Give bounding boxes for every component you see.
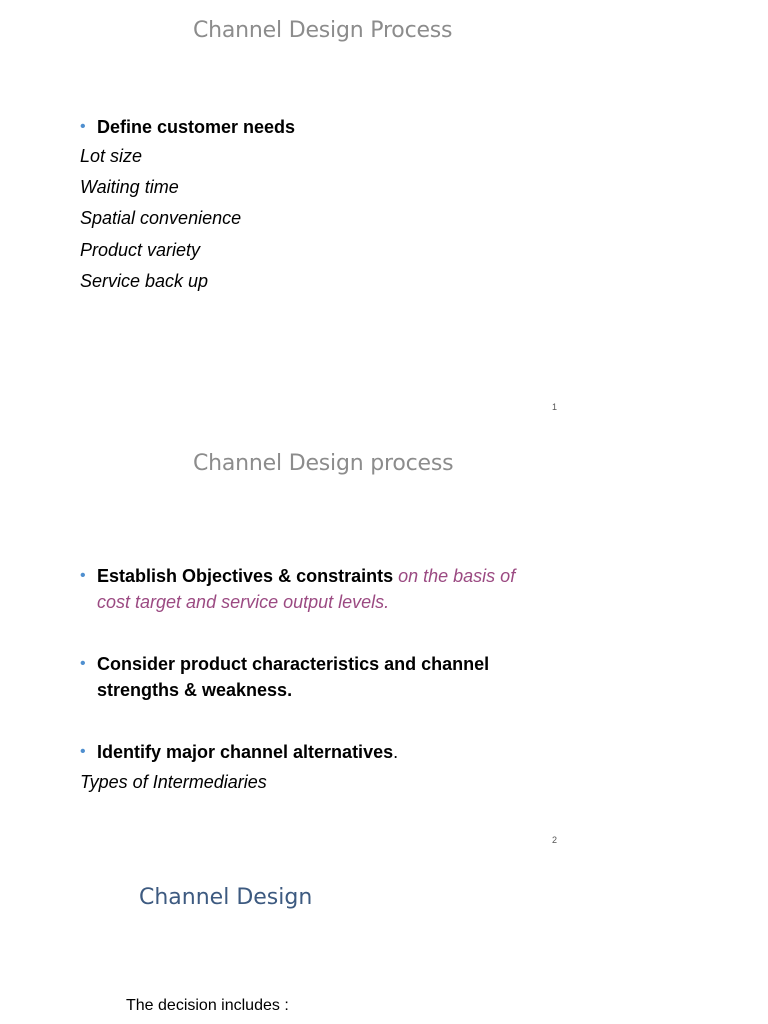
bullet-dot-icon: • <box>80 743 86 760</box>
slide1-item-product-variety: Product variety <box>80 240 201 260</box>
slide2-bullet3-bold: Identify major channel alternatives <box>97 742 394 762</box>
slide2-bullet-objectives <box>80 563 515 615</box>
bullet-dot-icon: • <box>80 655 86 672</box>
slide2-bullet3-suffix: . <box>393 742 399 762</box>
slide2-bullet1-accent-line2: cost target and service output levels. <box>97 592 390 612</box>
slide1-bullet-text: Define customer needs <box>97 117 296 137</box>
slide1-item-lot-size: Lot size <box>80 146 143 166</box>
slide2-bullet1-bold: Establish Objectives & constraints <box>97 566 399 586</box>
slide2-bullet2-line1: Consider product characteristics and channel <box>97 654 490 674</box>
slide3-text: The decision includes : <box>126 997 289 1014</box>
slide1-item-waiting-time: Waiting time <box>80 177 179 197</box>
slide2-sub-item: Types of Intermediaries <box>80 772 267 792</box>
slide2-bullet-product-characteristics <box>80 651 489 703</box>
slide2-bullet-alternatives <box>80 739 398 765</box>
slide2-bullet2-line2: strengths & weakness. <box>97 680 293 700</box>
bullet-dot-icon: • <box>80 118 86 135</box>
slide2-page-number: 2 <box>552 835 558 845</box>
bullet-dot-icon: • <box>80 567 86 584</box>
slide1-bullet <box>80 114 295 140</box>
slide1-item-spatial-convenience: Spatial convenience <box>80 208 242 228</box>
slide3-title: Channel Design <box>139 885 313 910</box>
slide1-page-number: 1 <box>552 402 558 412</box>
slide1-item-service-back-up: Service back up <box>80 271 209 291</box>
slide2-bullet1-accent-line1: on the basis of <box>398 566 516 586</box>
slide1-title: Channel Design Process <box>193 18 453 43</box>
slide2-title: Channel Design process <box>193 451 454 476</box>
